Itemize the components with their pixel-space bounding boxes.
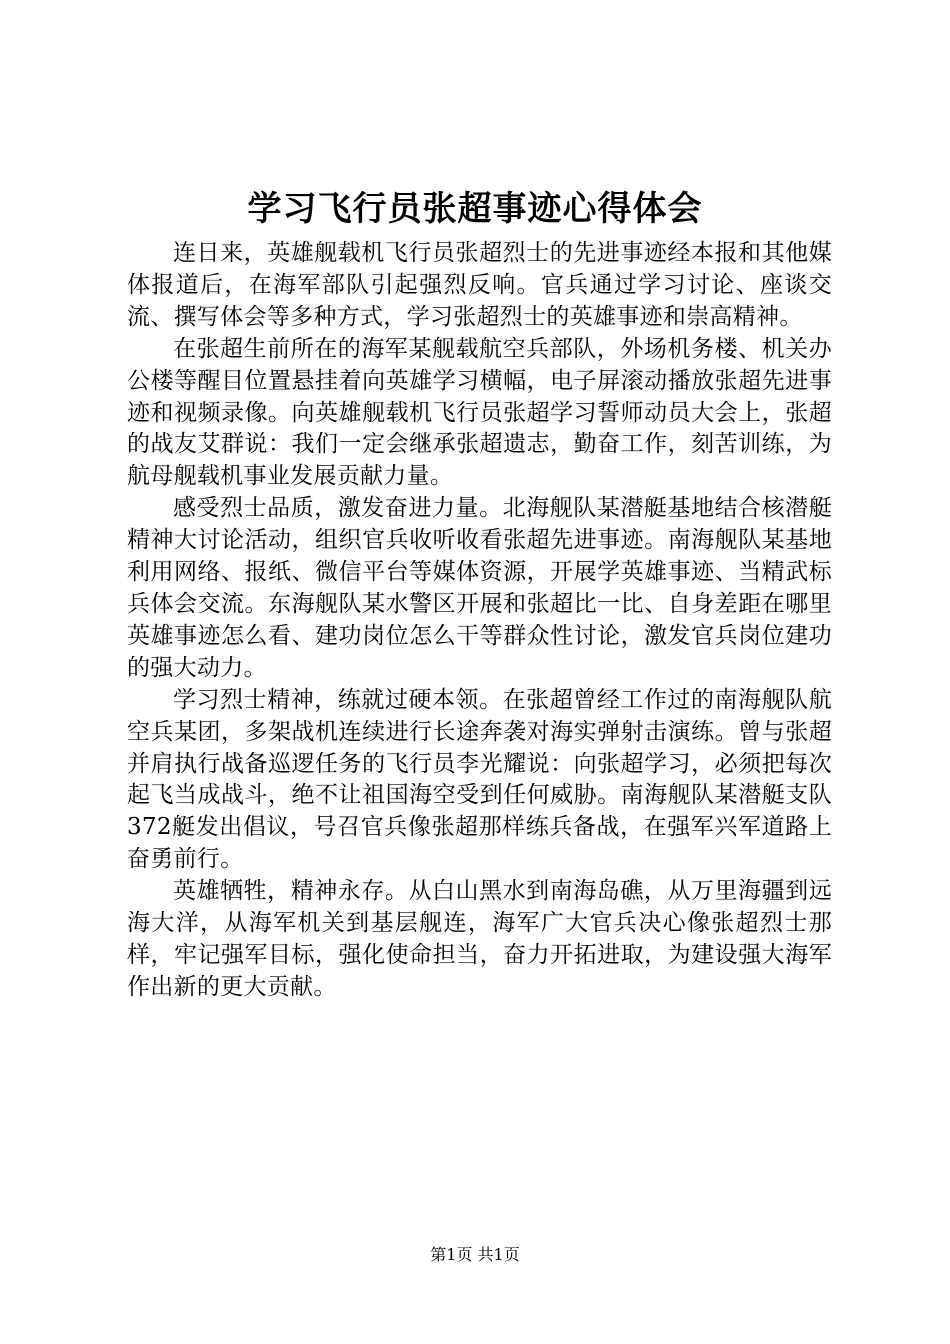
paragraph-5: 英雄牺牲，精神永存。从白山黑水到南海岛礁，从万里海疆到远海大洋，从海军机关到基层舰连，海军广大官兵决心像张超烈士那样，牢记强军目标，强化使命担当，奋力开拓进取，为建设强大海军作出新的更大贡献。 [127,878,832,1000]
document-title: 学习飞行员张超事迹心得体会 [247,189,703,229]
paragraph-2: 在张超生前所在的海军某舰载航空兵部队，外场机务楼、机关办公楼等醒目位置悬挂着向英雄学习横幅，电子屏滚动播放张超先进事迹和视频录像。向英雄舰载机飞行员张超学习誓师动员大会上，张超的战友艾群说：我们一定会继承张超遗志，勤奋工作，刻苦训练，为航母舰载机事业发展贡献力量。 [127,335,832,490]
page-number-footer: 第1页 共1页 [430,1245,520,1264]
document-body [127,238,832,1004]
paragraph-1: 连日来，英雄舰载机飞行员张超烈士的先进事迹经本报和其他媒体报道后，在海军部队引起强烈反响。官兵通过学习讨论、座谈交流、撰写体会等多种方式，学习张超烈士的英雄事迹和崇高精神。 [127,240,832,330]
paragraph-4: 学习烈士精神，练就过硬本领。在张超曾经工作过的南海舰队航空兵某团，多架战机连续进行长途奔袭对海实弹射击演练。曾与张超并肩执行战备巡逻任务的飞行员李光耀说：向张超学习，必须把每次起飞当成战斗，绝不让祖国海空受到任何威胁。南海舰队某潜艇支队372艇发出倡议，号召官兵像张超那样练兵备战，在强军兴军道路上奋勇前行。 [127,686,832,873]
paragraph-3: 感受烈士品质，激发奋进力量。北海舰队某潜艇基地结合核潜艇精神大讨论活动，组织官兵收听收看张超先进事迹。南海舰队某基地利用网络、报纸、微信平台等媒体资源，开展学英雄事迹、当精武标兵体会交流。东海舰队某水警区开展和张超比一比、自身差距在哪里英雄事迹怎么看、建功岗位怎么干等群众性讨论，激发官兵岗位建功的强大动力。 [127,495,832,681]
